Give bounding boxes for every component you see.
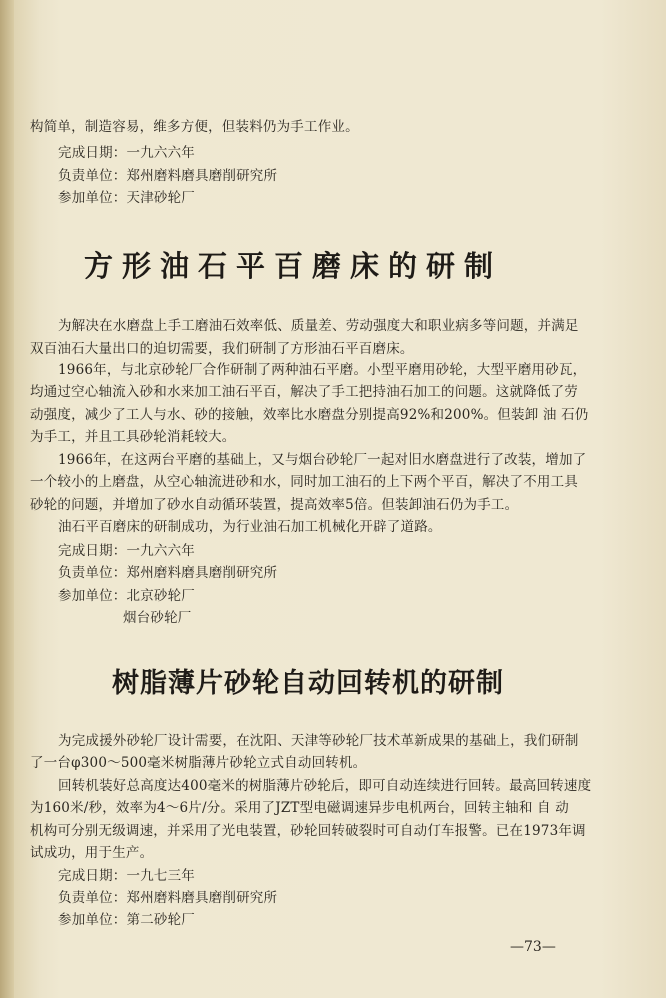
section2-participating-unit: 参加单位：第二砂轮厂 (58, 912, 195, 928)
section2-completion-date: 完成日期：一九七三年 (58, 868, 195, 884)
section1-line: 一个较小的上磨盘，从空心轴流进砂和水，同时加工油石的上下两个平百，解决了不用工具 (30, 474, 578, 490)
section1-line: 1966年，在这两台平磨的基础上，又与烟台砂轮厂一起对旧水磨盘进行了改装，增加了 (58, 452, 587, 468)
section2-line: 机构可分别无级调速，并采用了光电装置，砂轮回转破裂时可自动仃车报警。已在1973年调 (30, 823, 586, 839)
intro-participating-unit: 参加单位：天津砂轮厂 (58, 190, 195, 206)
section1-responsible-unit: 负责单位：郑州磨料磨具磨削研究所 (58, 565, 278, 581)
section2-title: 树脂薄片砂轮自动回转机的研制 (112, 668, 504, 699)
section1-completion-date: 完成日期：一九六六年 (58, 543, 195, 559)
section1-title: 方形油石平百磨床的研制 (84, 249, 503, 283)
section2-line: 为完成援外砂轮厂设计需要，在沈阳、天津等砂轮厂技术革新成果的基础上，我们研制 (58, 733, 579, 749)
section1-line: 为手工，并且工具砂轮消耗较大。 (30, 429, 236, 445)
page-number: —73— (510, 939, 556, 955)
section2-line: 为160米/秒，效率为4～6片/分。采用了JZT型电磁调速异步电机两台，回转主轴和 自 动 (30, 800, 569, 816)
section1-participating-unit: 参加单位：北京砂轮厂 (58, 588, 195, 604)
section2-line: 回转机装好总高度达400毫米的树脂薄片砂轮后，即可自动连续进行回转。最高回转速度 (58, 778, 592, 794)
section1-line: 1966年，与北京砂轮厂合作研制了两种油石平磨。小型平磨用砂轮，大型平磨用砂瓦， (58, 362, 587, 378)
section1-line: 双百油石大量出口的迫切需要，我们研制了方形油石平百磨床。 (30, 341, 414, 357)
book-spine-shadow (0, 0, 14, 998)
section1-participating-unit: 烟台砂轮厂 (123, 610, 192, 626)
section1-line: 为解决在水磨盘上手工磨油石效率低、质量差、劳动强度大和职业病多等问题，并满足 (58, 318, 579, 334)
section2-line: 试成功，用于生产。 (30, 845, 154, 861)
intro-completion-date: 完成日期：一九六六年 (58, 145, 195, 161)
section1-line: 动强度，减少了工人与水、砂的接触，效率比水磨盘分别提高92%和200%。但装卸 油 石仍 (30, 407, 589, 423)
section1-line: 砂轮的问题，并增加了砂水自动循环装置，提高效率5倍。但装卸油石仍为手工。 (30, 497, 519, 513)
section1-line: 均通过空心轴流入砂和水来加工油石平百，解决了手工把持油石加工的问题。这就降低了劳 (30, 384, 578, 400)
section2-responsible-unit: 负责单位：郑州磨料磨具磨削研究所 (58, 890, 278, 906)
intro-continuation-line: 构简单，制造容易，维多方便，但装料仍为手工作业。 (30, 119, 359, 135)
intro-responsible-unit: 负责单位：郑州磨料磨具磨削研究所 (58, 168, 278, 184)
section1-line: 油石平百磨床的研制成功，为行业油石加工机械化开辟了道路。 (58, 519, 442, 535)
section2-line: 了一台φ300～500毫米树脂薄片砂轮立式自动回转机。 (30, 755, 367, 771)
